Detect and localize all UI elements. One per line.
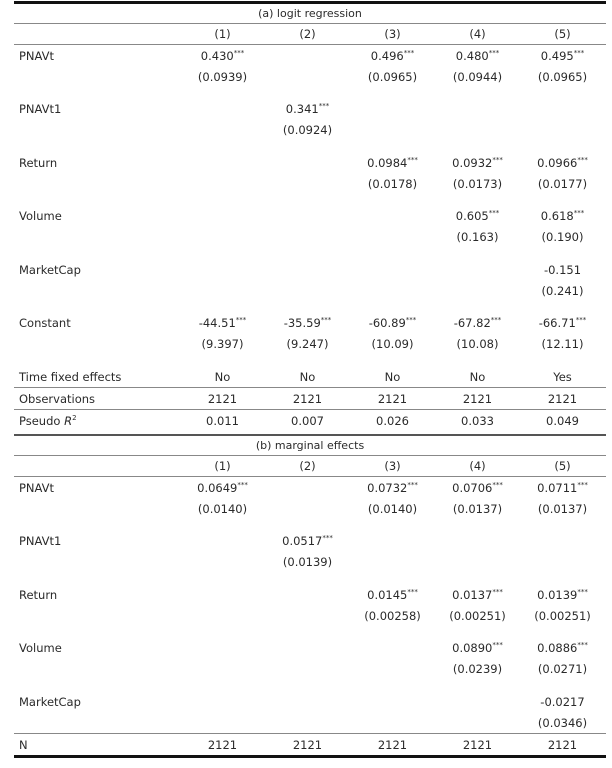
standard-error-cell: (0.0139) xyxy=(282,555,333,569)
standard-error-cell: (0.163) xyxy=(456,230,499,244)
statistic-value: 0.049 xyxy=(546,413,579,428)
variable-label: Return xyxy=(19,155,58,170)
coefficient-value: 0.605 xyxy=(455,209,489,223)
significance-stars: *** xyxy=(573,209,585,217)
standard-error-row xyxy=(14,659,606,680)
coefficient-row xyxy=(14,691,606,712)
coefficient-value: -60.89 xyxy=(368,316,406,330)
standard-error-row xyxy=(14,173,606,194)
coefficient-cell xyxy=(520,641,605,655)
standard-error-cell: (10.08) xyxy=(456,337,499,351)
standard-error-cell: (0.0178) xyxy=(367,176,418,191)
standard-error-cell: (12.11) xyxy=(541,337,584,351)
significance-stars: *** xyxy=(573,48,585,57)
row-gap xyxy=(14,355,606,367)
coefficient-value: 0.0732 xyxy=(367,480,408,495)
standard-error-cell: (0.0137) xyxy=(537,501,588,516)
coefficient-value: 0.0137 xyxy=(452,587,493,602)
variable-label: PNAVt1 xyxy=(19,102,62,116)
statistic-value: 2121 xyxy=(292,737,323,752)
column-header: (3) xyxy=(384,27,401,41)
standard-error-cell: (9.247) xyxy=(286,337,329,351)
significance-stars: *** xyxy=(405,316,417,324)
panel-title: (a) logit regression xyxy=(258,7,362,20)
coefficient-value: -67.82 xyxy=(453,316,491,330)
coefficient-value: -35.59 xyxy=(283,316,321,330)
coefficient-cell xyxy=(265,102,350,116)
coefficient-value: 0.0711 xyxy=(537,480,578,495)
coefficient-value: 0.495 xyxy=(540,48,574,63)
statistic-label-sup: 2 xyxy=(72,413,77,422)
column-header: (4) xyxy=(469,27,486,41)
row-gap xyxy=(14,519,606,531)
table-rule xyxy=(14,755,606,758)
coefficient-cell xyxy=(520,209,605,223)
standard-error-cell: (0.0924) xyxy=(282,123,333,137)
statistic-value: 2121 xyxy=(292,391,323,406)
coefficient-cell xyxy=(435,481,520,495)
standard-error-cell: (0.0137) xyxy=(452,501,503,516)
coefficient-value: 0.0886 xyxy=(537,641,578,655)
statistic-label xyxy=(14,738,180,752)
standard-error-row xyxy=(14,334,606,355)
statistic-label xyxy=(14,414,180,428)
coefficient-cell xyxy=(350,156,435,170)
coefficient-cell xyxy=(520,695,605,709)
coefficient-cell xyxy=(435,316,520,330)
coefficient-value: -0.0217 xyxy=(540,694,585,709)
column-header: (5) xyxy=(554,459,571,473)
coefficient-row xyxy=(14,531,606,552)
column-header: (5) xyxy=(554,27,571,41)
standard-error-cell: (0.0346) xyxy=(537,715,588,730)
coefficient-value: 0.0145 xyxy=(367,587,408,602)
statistic-value: 2121 xyxy=(207,737,238,752)
coefficient-value: 0.0139 xyxy=(537,587,578,602)
standard-error-cell: (0.0965) xyxy=(367,69,418,84)
coefficient-cell xyxy=(435,209,520,223)
column-header: (1) xyxy=(214,459,231,473)
statistic-value: 2121 xyxy=(377,391,408,406)
statistic-value: 2121 xyxy=(462,391,493,406)
significance-stars: *** xyxy=(492,155,503,164)
significance-stars: *** xyxy=(490,316,502,324)
statistic-label xyxy=(14,370,180,384)
row-gap xyxy=(14,141,606,153)
statistic-row xyxy=(14,734,606,755)
coefficient-cell xyxy=(265,534,350,548)
coefficient-row xyxy=(14,638,606,659)
standard-error-cell: (0.0239) xyxy=(452,662,503,676)
standard-error-row xyxy=(14,120,606,141)
significance-stars: *** xyxy=(488,209,500,217)
statistic-row xyxy=(14,388,606,409)
coefficient-cell xyxy=(520,316,605,330)
coefficient-value: 0.0984 xyxy=(367,155,408,170)
coefficient-cell xyxy=(350,316,435,330)
coefficient-cell xyxy=(350,481,435,495)
coefficient-value: 0.0517 xyxy=(282,534,323,548)
panel-title: (b) marginal effects xyxy=(255,439,365,452)
statistic-label-text: Observations xyxy=(19,391,96,406)
statistic-label-text: N xyxy=(19,737,28,752)
standard-error-cell: (0.0944) xyxy=(452,69,503,84)
significance-stars: *** xyxy=(575,316,587,324)
statistic-value: 0.026 xyxy=(376,413,409,428)
coefficient-cell xyxy=(180,481,265,495)
column-header: (2) xyxy=(299,27,316,41)
statistic-value: No xyxy=(214,369,231,384)
coefficient-cell xyxy=(265,316,350,330)
significance-stars: *** xyxy=(318,102,330,110)
coefficient-row xyxy=(14,152,606,173)
coefficient-cell xyxy=(180,49,265,63)
variable-label: PNAVt1 xyxy=(19,534,62,548)
standard-error-cell: (0.0140) xyxy=(367,501,418,516)
statistic-label-italic: R xyxy=(64,413,73,428)
column-header: (4) xyxy=(469,459,486,473)
significance-stars: *** xyxy=(577,641,588,649)
standard-error-row xyxy=(14,605,606,626)
variable-label: PNAVt xyxy=(19,48,55,63)
standard-error-cell: (0.190) xyxy=(541,230,584,244)
coefficient-value: 0.0706 xyxy=(452,480,493,495)
coefficient-value: 0.0932 xyxy=(452,155,493,170)
significance-stars: *** xyxy=(492,480,503,489)
coefficient-value: -66.71 xyxy=(538,316,576,330)
coefficient-cell xyxy=(520,49,605,63)
statistic-value: 0.007 xyxy=(291,413,324,428)
coefficient-cell xyxy=(350,49,435,63)
standard-error-cell: (9.397) xyxy=(201,337,244,351)
statistic-value: 2121 xyxy=(377,737,408,752)
row-gap xyxy=(14,87,606,99)
standard-error-row xyxy=(14,66,606,87)
significance-stars: *** xyxy=(577,480,588,489)
coefficient-cell xyxy=(435,49,520,63)
coefficient-value: 0.496 xyxy=(370,48,404,63)
coefficient-row xyxy=(14,45,606,66)
coefficient-cell xyxy=(350,588,435,602)
row-gap xyxy=(14,626,606,638)
statistic-value: No xyxy=(469,369,486,384)
variable-label: Return xyxy=(19,587,58,602)
row-gap xyxy=(14,194,606,206)
significance-stars: *** xyxy=(407,480,418,489)
standard-error-cell: (0.00251) xyxy=(449,608,506,623)
coefficient-row xyxy=(14,584,606,605)
column-header: (3) xyxy=(384,459,401,473)
statistic-label-text: Pseudo xyxy=(19,413,61,428)
standard-error-row xyxy=(14,227,606,248)
standard-error-row xyxy=(14,712,606,733)
coefficient-row xyxy=(14,99,606,120)
coefficient-cell xyxy=(435,641,520,655)
significance-stars: *** xyxy=(492,587,503,596)
standard-error-cell: (0.00258) xyxy=(364,608,421,623)
statistic-row xyxy=(14,410,606,431)
standard-error-row xyxy=(14,552,606,573)
statistic-label xyxy=(14,392,180,406)
standard-error-cell: (0.0177) xyxy=(537,176,588,191)
coefficient-row xyxy=(14,259,606,280)
coefficient-cell xyxy=(520,156,605,170)
significance-stars: *** xyxy=(235,316,247,324)
variable-label: MarketCap xyxy=(19,694,81,709)
coefficient-cell xyxy=(435,588,520,602)
column-header-row xyxy=(14,456,606,476)
row-gap xyxy=(14,248,606,260)
standard-error-cell: (0.0271) xyxy=(537,662,588,676)
coefficient-value: 0.341 xyxy=(285,102,319,116)
statistic-value: 0.033 xyxy=(461,413,494,428)
statistic-value: 2121 xyxy=(547,737,578,752)
significance-stars: *** xyxy=(233,48,245,57)
column-header-row xyxy=(14,24,606,44)
coefficient-value: 0.480 xyxy=(455,48,489,63)
coefficient-cell xyxy=(520,588,605,602)
variable-label: Volume xyxy=(19,641,62,655)
statistic-value: 2121 xyxy=(462,737,493,752)
statistic-value: 2121 xyxy=(207,391,238,406)
standard-error-cell: (0.0939) xyxy=(197,69,248,84)
standard-error-row xyxy=(14,498,606,519)
coefficient-row xyxy=(14,313,606,334)
significance-stars: *** xyxy=(237,480,248,489)
significance-stars: *** xyxy=(577,587,588,596)
significance-stars: *** xyxy=(407,155,418,164)
coefficient-value: 0.618 xyxy=(540,209,574,223)
variable-label: Volume xyxy=(19,209,62,223)
significance-stars: *** xyxy=(320,316,332,324)
statistic-label-text: Time fixed effects xyxy=(19,369,122,384)
statistic-value: 0.011 xyxy=(206,413,239,428)
row-gap xyxy=(14,573,606,585)
variable-label: Constant xyxy=(19,316,71,330)
statistic-value: No xyxy=(384,369,401,384)
standard-error-cell: (10.09) xyxy=(371,337,414,351)
variable-label: PNAVt xyxy=(19,480,55,495)
statistic-value: No xyxy=(299,369,316,384)
statistic-value: Yes xyxy=(553,369,572,384)
significance-stars: *** xyxy=(577,155,588,164)
coefficient-cell xyxy=(520,481,605,495)
significance-stars: *** xyxy=(407,587,418,596)
standard-error-cell: (0.0173) xyxy=(452,176,503,191)
coefficient-value: -44.51 xyxy=(198,316,236,330)
coefficient-value: -0.151 xyxy=(543,262,582,277)
coefficient-value: 0.430 xyxy=(200,48,234,63)
significance-stars: *** xyxy=(322,534,333,542)
standard-error-row xyxy=(14,280,606,301)
standard-error-cell: (0.0965) xyxy=(537,69,588,84)
significance-stars: *** xyxy=(492,641,503,649)
significance-stars: *** xyxy=(403,48,415,57)
statistic-value: 2121 xyxy=(547,391,578,406)
standard-error-cell: (0.241) xyxy=(541,283,584,298)
regression-table xyxy=(14,1,606,758)
coefficient-value: 0.0649 xyxy=(197,480,238,495)
column-header: (1) xyxy=(214,27,231,41)
coefficient-cell xyxy=(520,263,605,277)
variable-label: MarketCap xyxy=(19,262,81,277)
coefficient-row xyxy=(14,206,606,227)
significance-stars: *** xyxy=(488,48,500,57)
coefficient-cell xyxy=(435,156,520,170)
standard-error-cell: (0.00251) xyxy=(534,608,591,623)
statistic-row xyxy=(14,366,606,387)
coefficient-cell xyxy=(180,316,265,330)
coefficient-row xyxy=(14,477,606,498)
coefficient-value: 0.0890 xyxy=(452,641,493,655)
row-gap xyxy=(14,301,606,313)
column-header: (2) xyxy=(299,459,316,473)
standard-error-cell: (0.0140) xyxy=(197,501,248,516)
coefficient-value: 0.0966 xyxy=(537,155,578,170)
row-gap xyxy=(14,680,606,692)
